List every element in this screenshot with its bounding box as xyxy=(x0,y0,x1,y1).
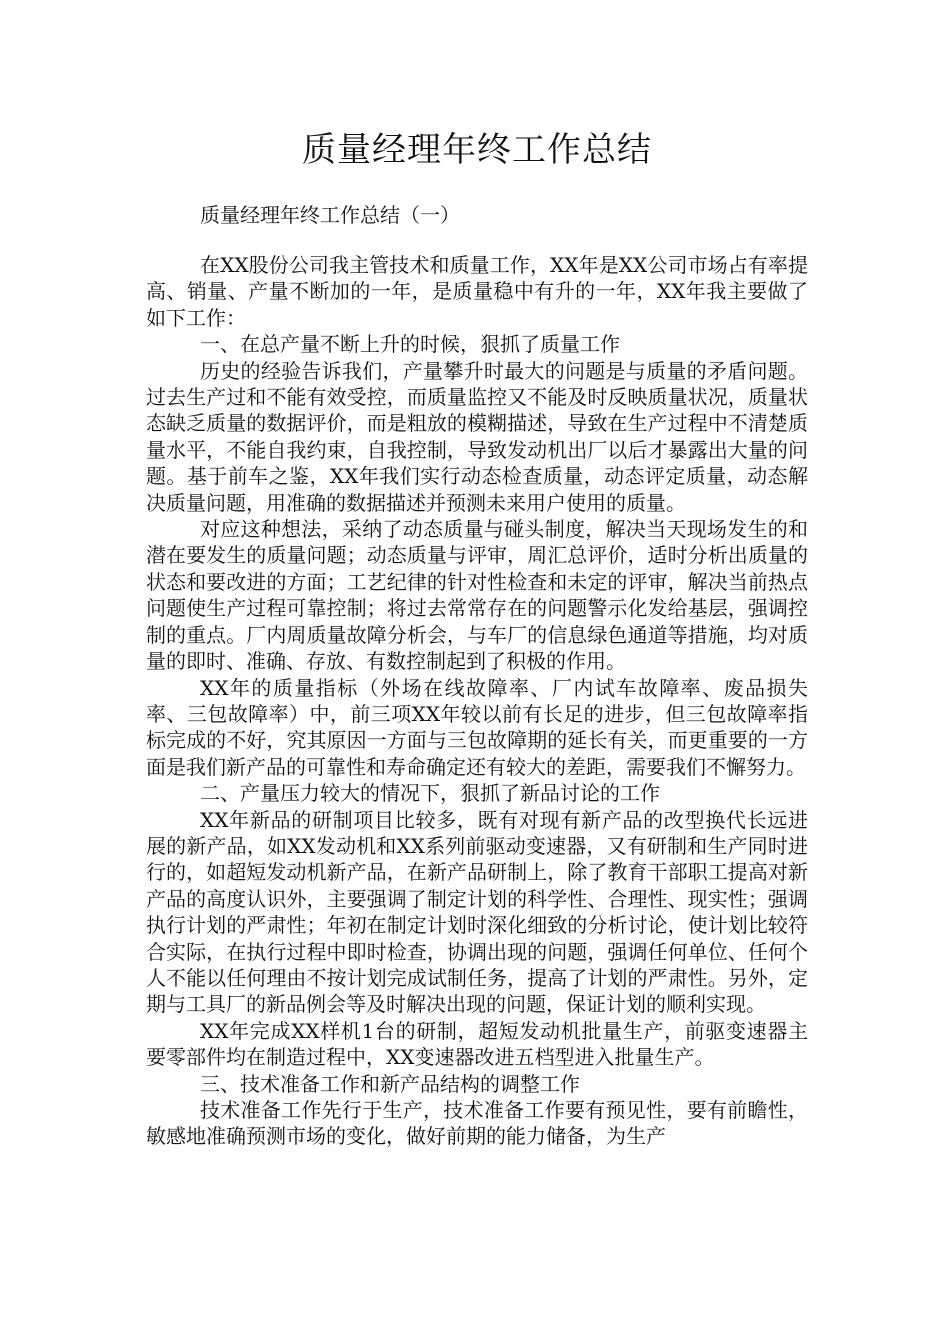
document-body xyxy=(146,252,808,1150)
section-heading-3: 三、技术准备工作和新产品结构的调整工作 xyxy=(200,1071,580,1096)
paragraph: 技术准备工作先行于生产，技术准备工作要有预见性，要有前瞻性，敏感地准确预测市场的变化，做好前期的能力储备，为生产 xyxy=(146,1098,808,1149)
document-subtitle: 质量经理年终工作总结（一） xyxy=(200,203,460,227)
document-page xyxy=(146,0,808,1150)
section-heading-1: 一、在总产量不断上升的时候，狠抓了质量工作 xyxy=(200,332,620,357)
paragraph-intro: 在XX股份公司我主管技术和质量工作，XX年是XX公司市场占有率提高、销量、产量不断加的一年，是质量稳中有升的一年，XX年我主要做了如下工作： xyxy=(146,253,808,330)
paragraph: XX年新品的研制项目比较多，既有对现有新产品的改型换代长远进展的新产品，如XX发动机和XX系列前驱动变速器，又有研制和生产同时进行的，如超短发动机新产品，在新产品研制上，除了教育干部职工提高对新产品的高度认识外，主要强调了制定计划的科学性、合理性、现实性；强调执行计划的严肃性；年初在制定计划时深化细致的分析讨论，使计划比较符合实际，在执行过程中即时检查，协调出现的问题，强调任何单位、任何个人不能以任何理由不按计划完成试制任务，提高了计划的严肃性。另外，定期与工具厂的新品例会等及时解决出现的问题，保证计划的顺利实现。 xyxy=(146,807,808,1017)
document-title: 质量经理年终工作总结 xyxy=(302,130,652,170)
section-heading-2: 二、产量压力较大的情况下，狠抓了新品讨论的工作 xyxy=(200,781,660,806)
paragraph: XX年完成XX样机1台的研制，超短发动机批量生产，前驱变速器主要零部件均在制造过程中，XX变速器改进五档型进入批量生产。 xyxy=(146,1018,808,1070)
paragraph: XX年的质量指标（外场在线故障率、厂内试车故障率、废品损失率、三包故障率）中，前三项XX年较以前有长足的进步，但三包故障率指标完成的不好，究其原因一方面与三包故障期的延长有关，而更重要的一方面是我们新产品的可靠性和寿命确定还有较大的差距，需要我们不懈努力。 xyxy=(146,675,808,779)
paragraph: 历史的经验告诉我们，产量攀升时最大的问题是与质量的矛盾问题。过去生产过和不能有效受控，而质量监控又不能及时反映质量状况，质量状态缺乏质量的数据评价，而是粗放的模糊描述，导致在生产过程中不清楚质量水平，不能自我约束，自我控制，导致发动机出厂以后才暴露出大量的问题。基于前车之鉴，XX年我们实行动态检查质量，动态评定质量，动态解决质量问题，用准确的数据描述并预测未来用户使用的质量。 xyxy=(146,358,808,515)
paragraph: 对应这种想法，采纳了动态质量与碰头制度，解决当天现场发生的和潜在要发生的质量问题；动态质量与评审，周汇总评价，适时分析出质量的状态和要改进的方面；工艺纪律的针对性检查和未定的评审，解决当前热点问题使生产过程可靠控制；将过去常常存在的问题警示化发给基层，强调控制的重点。厂内周质量故障分析会，与车厂的信息绿色通道等措施，均对质量的即时、准确、存放、有数控制起到了积极的作用。 xyxy=(146,517,808,674)
